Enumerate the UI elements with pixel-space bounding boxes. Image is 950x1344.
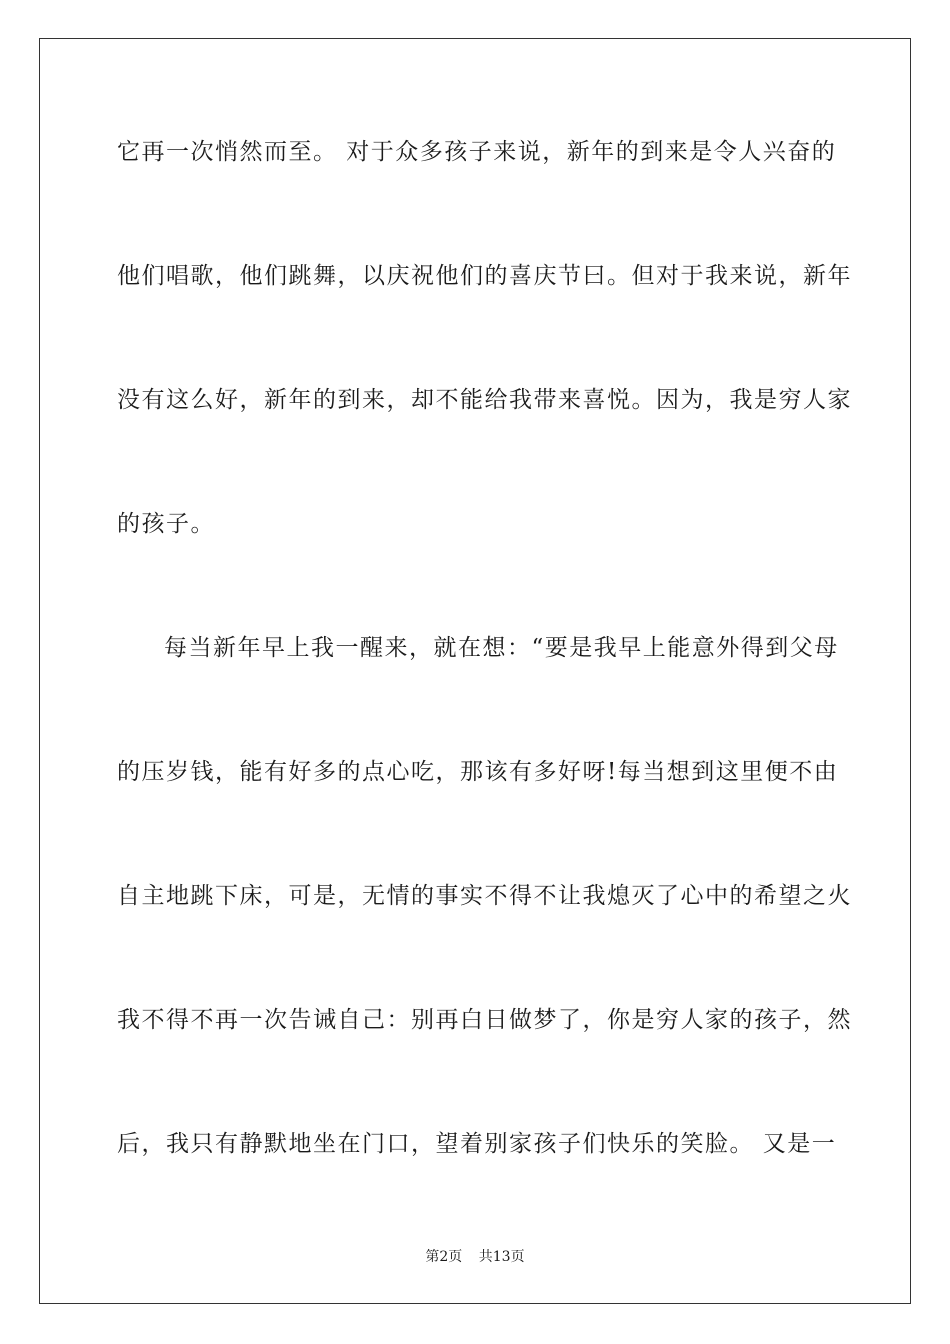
page-border [39,38,911,1304]
text-line-9: 后，我只有静默地坐在门口，望着别家孩子们快乐的笑脸。 又是一 [117,1131,837,1157]
page-total: 共13页 [478,1249,525,1265]
text-line-4: 的孩子。 [117,511,215,537]
page-number: 第2页 [425,1249,463,1265]
text-line-6: 的压岁钱，能有好多的点心吃，那该有多好呀!每当想到这里便不由 [117,759,839,785]
text-line-8: 我不得不再一次告诫自己：别再白日做梦了，你是穷人家的孩子，然 [117,1007,852,1033]
text-line-2: 他们唱歌，他们跳舞，以庆祝他们的喜庆节曰。但对于我来说，新年 [117,263,852,289]
text-line-5-paragraph-start: 每当新年早上我一醒来，就在想：“要是我早上能意外得到父母 [164,635,839,661]
text-line-3: 没有这么好，新年的到来，却不能给我带来喜悦。因为，我是穷人家 [117,387,852,413]
page-footer [0,1248,950,1266]
text-line-7: 自主地跳下床，可是，无情的事实不得不让我熄灭了心中的希望之火 [117,883,852,909]
text-line-1: 它再一次悄然而至。 对于众多孩子来说，新年的到来是令人兴奋的 [117,139,837,165]
